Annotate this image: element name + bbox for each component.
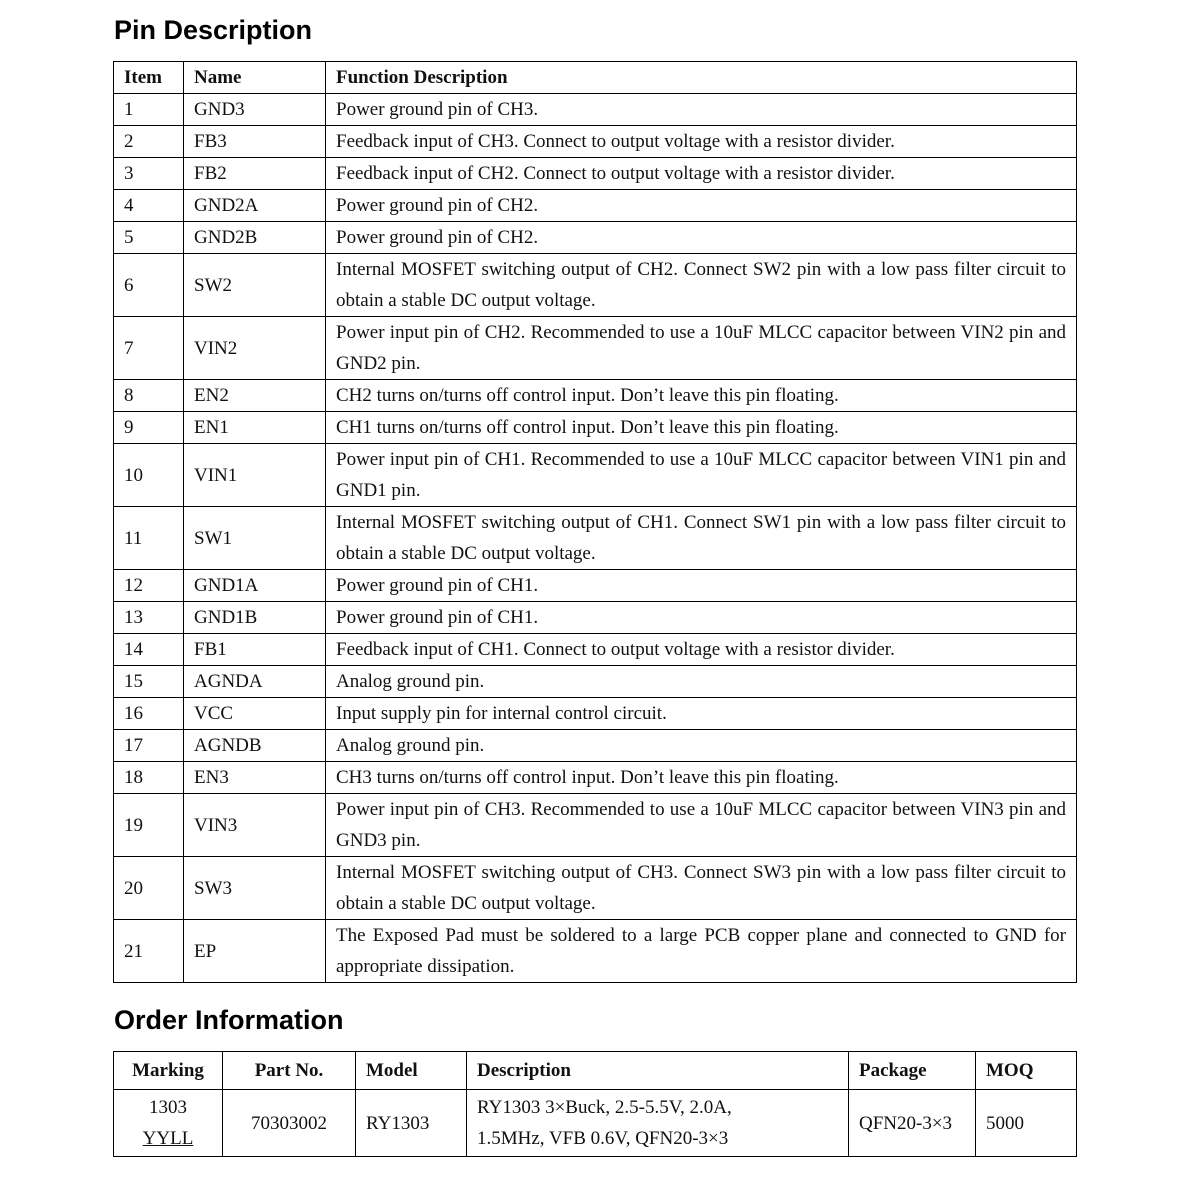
pin-row xyxy=(114,602,1077,634)
description-cell xyxy=(467,1090,849,1157)
pin-name-cell: VCC xyxy=(184,698,326,730)
pin-name-cell: VIN3 xyxy=(184,794,326,857)
pin-item-cell: 6 xyxy=(114,254,184,317)
pin-function-cell: Power input pin of CH1. Recommended to use a 10uF MLCC capacitor between VIN1 pin and GND1 pin. xyxy=(326,444,1077,507)
pin-row xyxy=(114,857,1077,920)
pin-item-cell: 19 xyxy=(114,794,184,857)
header-moq: MOQ xyxy=(976,1052,1077,1090)
pin-item-cell: 17 xyxy=(114,730,184,762)
pin-description-title: Pin Description xyxy=(114,15,313,45)
part-no-cell: 70303002 xyxy=(223,1090,356,1157)
pin-row xyxy=(114,317,1077,380)
description-line-1: RY1303 3×Buck, 2.5-5.5V, 2.0A, xyxy=(477,1097,732,1118)
package-cell: QFN20-3×3 xyxy=(849,1090,976,1157)
pin-name-cell: FB2 xyxy=(184,158,326,190)
order-table-row xyxy=(114,1090,1077,1157)
pin-row xyxy=(114,380,1077,412)
marking-line-2: YYLL xyxy=(142,1128,194,1149)
pin-name-cell: EN2 xyxy=(184,380,326,412)
header-name: Name xyxy=(184,62,326,94)
pin-function-cell: Internal MOSFET switching output of CH1. Connect SW1 pin with a low pass filter circuit to obtain a stable DC output voltage. xyxy=(326,507,1077,570)
pin-name-cell: GND3 xyxy=(184,94,326,126)
pin-function-cell: Input supply pin for internal control circuit. xyxy=(326,698,1077,730)
pin-item-cell: 18 xyxy=(114,762,184,794)
pin-name-cell: EN1 xyxy=(184,412,326,444)
pin-name-cell: EP xyxy=(184,920,326,983)
order-table-header-row xyxy=(114,1052,1077,1090)
pin-name-cell: FB1 xyxy=(184,634,326,666)
header-marking: Marking xyxy=(114,1052,223,1090)
pin-row xyxy=(114,920,1077,983)
pin-item-cell: 8 xyxy=(114,380,184,412)
pin-function-cell: Power ground pin of CH1. xyxy=(326,602,1077,634)
pin-item-cell: 3 xyxy=(114,158,184,190)
pin-description-table xyxy=(113,61,1077,983)
moq-cell: 5000 xyxy=(976,1090,1077,1157)
pin-function-cell: Power ground pin of CH2. xyxy=(326,222,1077,254)
pin-name-cell: SW3 xyxy=(184,857,326,920)
pin-row xyxy=(114,730,1077,762)
pin-function-cell: CH2 turns on/turns off control input. Don’t leave this pin floating. xyxy=(326,380,1077,412)
pin-item-cell: 5 xyxy=(114,222,184,254)
model-cell: RY1303 xyxy=(356,1090,467,1157)
description-line-2: 1.5MHz, VFB 0.6V, QFN20-3×3 xyxy=(477,1128,729,1149)
pin-item-cell: 21 xyxy=(114,920,184,983)
pin-item-cell: 7 xyxy=(114,317,184,380)
pin-function-cell: Internal MOSFET switching output of CH3. Connect SW3 pin with a low pass filter circuit to obtain a stable DC output voltage. xyxy=(326,857,1077,920)
pin-function-cell: Power ground pin of CH3. xyxy=(326,94,1077,126)
pin-item-cell: 11 xyxy=(114,507,184,570)
pin-table-header-row xyxy=(114,62,1077,94)
pin-row xyxy=(114,126,1077,158)
pin-name-cell: EN3 xyxy=(184,762,326,794)
pin-function-cell: Feedback input of CH3. Connect to output voltage with a resistor divider. xyxy=(326,126,1077,158)
pin-name-cell: AGNDB xyxy=(184,730,326,762)
header-part-no: Part No. xyxy=(223,1052,356,1090)
pin-row xyxy=(114,412,1077,444)
pin-row xyxy=(114,634,1077,666)
pin-item-cell: 2 xyxy=(114,126,184,158)
header-function-description: Function Description xyxy=(326,62,1077,94)
header-item: Item xyxy=(114,62,184,94)
pin-item-cell: 16 xyxy=(114,698,184,730)
pin-function-cell: Internal MOSFET switching output of CH2. Connect SW2 pin with a low pass filter circuit to obtain a stable DC output voltage. xyxy=(326,254,1077,317)
pin-item-cell: 15 xyxy=(114,666,184,698)
pin-function-cell: Feedback input of CH2. Connect to output voltage with a resistor divider. xyxy=(326,158,1077,190)
pin-function-cell: Analog ground pin. xyxy=(326,730,1077,762)
pin-row xyxy=(114,762,1077,794)
pin-name-cell: AGNDA xyxy=(184,666,326,698)
pin-name-cell: VIN2 xyxy=(184,317,326,380)
pin-function-cell: Power ground pin of CH2. xyxy=(326,190,1077,222)
pin-function-cell: Power ground pin of CH1. xyxy=(326,570,1077,602)
pin-name-cell: FB3 xyxy=(184,126,326,158)
header-package: Package xyxy=(849,1052,976,1090)
pin-name-cell: SW1 xyxy=(184,507,326,570)
pin-row xyxy=(114,794,1077,857)
marking-line-1: 1303 xyxy=(149,1097,187,1118)
pin-item-cell: 12 xyxy=(114,570,184,602)
pin-name-cell: GND2A xyxy=(184,190,326,222)
pin-name-cell: SW2 xyxy=(184,254,326,317)
pin-name-cell: GND2B xyxy=(184,222,326,254)
pin-row xyxy=(114,158,1077,190)
pin-item-cell: 1 xyxy=(114,94,184,126)
pin-row xyxy=(114,94,1077,126)
pin-row xyxy=(114,190,1077,222)
pin-item-cell: 4 xyxy=(114,190,184,222)
pin-name-cell: GND1A xyxy=(184,570,326,602)
pin-function-cell: CH1 turns on/turns off control input. Don’t leave this pin floating. xyxy=(326,412,1077,444)
pin-item-cell: 9 xyxy=(114,412,184,444)
pin-item-cell: 13 xyxy=(114,602,184,634)
order-information-title: Order Information xyxy=(114,1005,344,1035)
pin-row xyxy=(114,507,1077,570)
pin-row xyxy=(114,444,1077,507)
pin-row xyxy=(114,666,1077,698)
pin-function-cell: Power input pin of CH3. Recommended to use a 10uF MLCC capacitor between VIN3 pin and GND3 pin. xyxy=(326,794,1077,857)
pin-row xyxy=(114,570,1077,602)
pin-item-cell: 14 xyxy=(114,634,184,666)
pin-function-cell: CH3 turns on/turns off control input. Don’t leave this pin floating. xyxy=(326,762,1077,794)
header-description: Description xyxy=(467,1052,849,1090)
pin-item-cell: 10 xyxy=(114,444,184,507)
pin-row xyxy=(114,698,1077,730)
pin-function-cell: Power input pin of CH2. Recommended to use a 10uF MLCC capacitor between VIN2 pin and GND2 pin. xyxy=(326,317,1077,380)
pin-function-cell: Analog ground pin. xyxy=(326,666,1077,698)
order-information-table xyxy=(113,1051,1077,1157)
pin-row xyxy=(114,254,1077,317)
pin-item-cell: 20 xyxy=(114,857,184,920)
marking-cell xyxy=(114,1090,223,1157)
pin-name-cell: VIN1 xyxy=(184,444,326,507)
pin-row xyxy=(114,222,1077,254)
pin-function-cell: The Exposed Pad must be soldered to a large PCB copper plane and connected to GND for appropriate dissipation. xyxy=(326,920,1077,983)
pin-function-cell: Feedback input of CH1. Connect to output voltage with a resistor divider. xyxy=(326,634,1077,666)
header-model: Model xyxy=(356,1052,467,1090)
pin-name-cell: GND1B xyxy=(184,602,326,634)
